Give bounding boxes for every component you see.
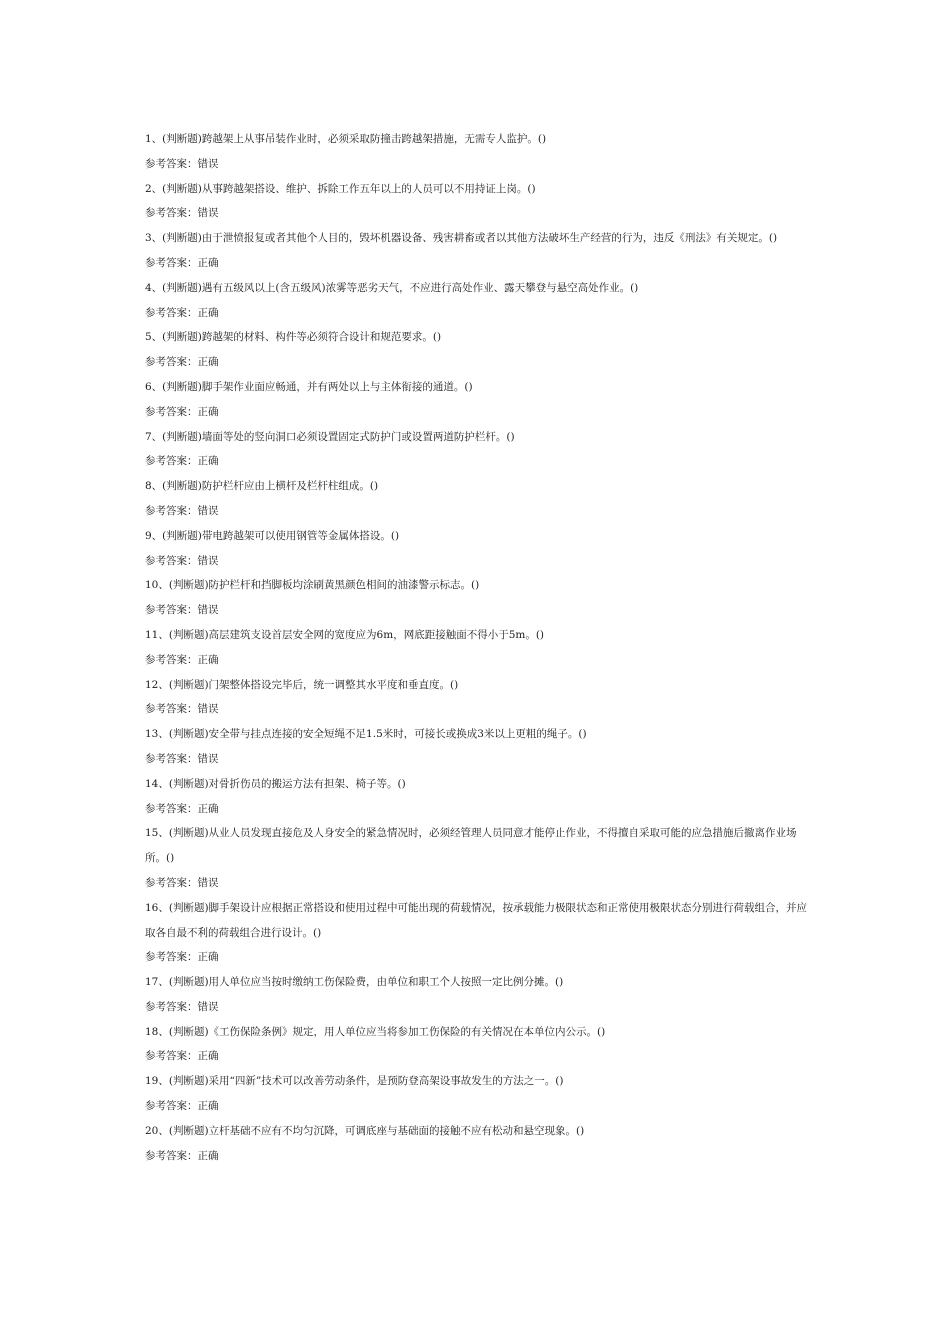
answer-line [145,797,810,822]
answer-value: 正确 [197,356,219,369]
answer-prefix: 参考答案： [145,653,198,666]
question-text: 17、(判断题)用人单位应当按时缴纳工伤保险费，由单位和职工个人按照一定比例分摊。() [145,976,564,989]
answer-prefix: 参考答案： [145,703,198,716]
question-text: 14、(判断题)对骨折伤员的搬运方法有担架、椅子等。() [145,777,406,790]
answer-value: 正确 [197,405,219,418]
answer-line [145,1094,810,1119]
answer-value: 正确 [197,455,219,468]
answer-prefix: 参考答案： [145,1050,198,1063]
question-text: 13、(判断题)安全带与挂点连接的安全短绳不足1.5米时，可接长或换成3米以上更粗的绳子。() [145,728,587,741]
answer-line [145,201,810,226]
question-text: 11、(判断题)高层建筑支设首层安全网的宽度应为6m，网底距接触面不得小于5m。() [145,628,545,641]
answer-line [145,1044,810,1069]
question-text: 19、(判断题)采用“四新”技术可以改善劳动条件，是预防登高架设事故发生的方法之一。() [145,1075,564,1088]
answer-prefix: 参考答案： [145,554,198,567]
question-text: 6、(判断题)脚手架作业面应畅通，并有两处以上与主体衔接的通道。() [145,380,473,393]
answer-value: 错误 [197,504,219,517]
answer-prefix: 参考答案： [145,504,198,517]
answer-line [145,449,810,474]
answer-prefix: 参考答案： [145,951,198,964]
answer-line [145,648,810,673]
question-text: 1、(判断题)跨越架上从事吊装作业时，必须采取防撞击跨越架措施，无需专人监护。() [145,133,547,145]
answer-prefix: 参考答案： [145,1100,198,1113]
answer-value: 错误 [197,703,219,716]
answer-value: 正确 [197,1050,219,1063]
question-text: 16、(判断题)脚手架设计应根据正常搭设和使用过程中可能出现的荷载情况，按承载能力极限状态和正常使用极限状态分别进行荷载组合，并应取各自最不利的荷载组合进行设计。() [145,901,808,939]
answer-line [145,152,810,177]
answer-value: 正确 [197,802,219,815]
answer-value: 错误 [197,752,219,765]
answer-line [145,251,810,276]
answer-line [145,350,810,375]
question-text: 3、(判断题)由于泄愤报复或者其他个人目的，毁坏机器设备、残害耕畜或者以其他方法破坏生产经营的行为，违反《刑法》有关规定。() [145,232,778,245]
answer-value: 正确 [197,1149,219,1162]
answer-value: 正确 [197,256,219,269]
answer-value: 错误 [197,1000,219,1013]
answer-value: 正确 [197,1100,219,1113]
answer-prefix: 参考答案： [145,306,198,319]
question-text: 15、(判断题)从业人员发现直接危及人身安全的紧急情况时，必须经管理人员同意才能停止作业，不得擅自采取可能的应急措施后撤离作业场所。() [145,827,797,865]
answer-line [145,747,810,772]
answer-value: 错误 [197,207,219,220]
answer-line [145,945,810,970]
answer-prefix: 参考答案： [145,1000,198,1013]
answer-prefix: 参考答案： [145,405,198,418]
question-text: 18、(判断题)《工伤保险条例》规定，用人单位应当将参加工伤保险的有关情况在本单位内公示。() [145,1025,606,1038]
question-text: 12、(判断题)门架整体搭设完毕后，统一调整其水平度和垂直度。() [145,678,459,691]
answer-prefix: 参考答案： [145,1149,198,1162]
question-text: 10、(判断题)防护栏杆和挡脚板均涂刷黄黑颜色相间的油漆警示标志。() [145,579,480,592]
answer-value: 正确 [197,653,219,666]
answer-line [145,598,810,623]
answer-prefix: 参考答案： [145,157,198,170]
question-text: 7、(判断题)墙面等处的竖向洞口必须设置固定式防护门或设置两道防护栏杆。() [145,430,515,443]
answer-prefix: 参考答案： [145,752,198,765]
answer-value: 正确 [197,951,219,964]
answer-value: 错误 [197,554,219,567]
answer-line [145,1144,810,1169]
answer-prefix: 参考答案： [145,455,198,468]
answer-prefix: 参考答案： [145,207,198,220]
answer-line [145,871,810,896]
answer-line [145,549,810,574]
answer-value: 错误 [197,876,219,889]
answer-line [145,301,810,326]
question-text: 5、(判断题)跨越架的材料、构件等必须符合设计和规范要求。() [145,331,442,344]
answer-prefix: 参考答案： [145,256,198,269]
answer-line [145,499,810,524]
question-text: 8、(判断题)防护栏杆应由上横杆及栏杆柱组成。() [145,480,379,493]
answer-value: 错误 [197,157,219,170]
question-text: 9、(判断题)带电跨越架可以使用钢管等金属体搭设。() [145,529,400,542]
question-text: 4、(判断题)遇有五级风以上(含五级风)浓雾等恶劣天气，不应进行高处作业、露天攀登与悬空高处作业。() [145,281,639,294]
answer-value: 错误 [197,604,219,617]
answer-prefix: 参考答案： [145,802,198,815]
answer-line [145,995,810,1020]
answer-prefix: 参考答案： [145,876,198,889]
question-text: 2、(判断题)从事跨越架搭设、维护、拆除工作五年以上的人员可以不用持证上岗。() [145,182,536,195]
answer-line [145,697,810,722]
question-list [145,127,810,1168]
answer-line [145,400,810,425]
answer-prefix: 参考答案： [145,356,198,369]
question-text: 20、(判断题)立杆基础不应有不均匀沉降，可调底座与基础面的接触不应有松动和悬空现象。() [145,1124,585,1137]
answer-prefix: 参考答案： [145,604,198,617]
answer-value: 正确 [197,306,219,319]
